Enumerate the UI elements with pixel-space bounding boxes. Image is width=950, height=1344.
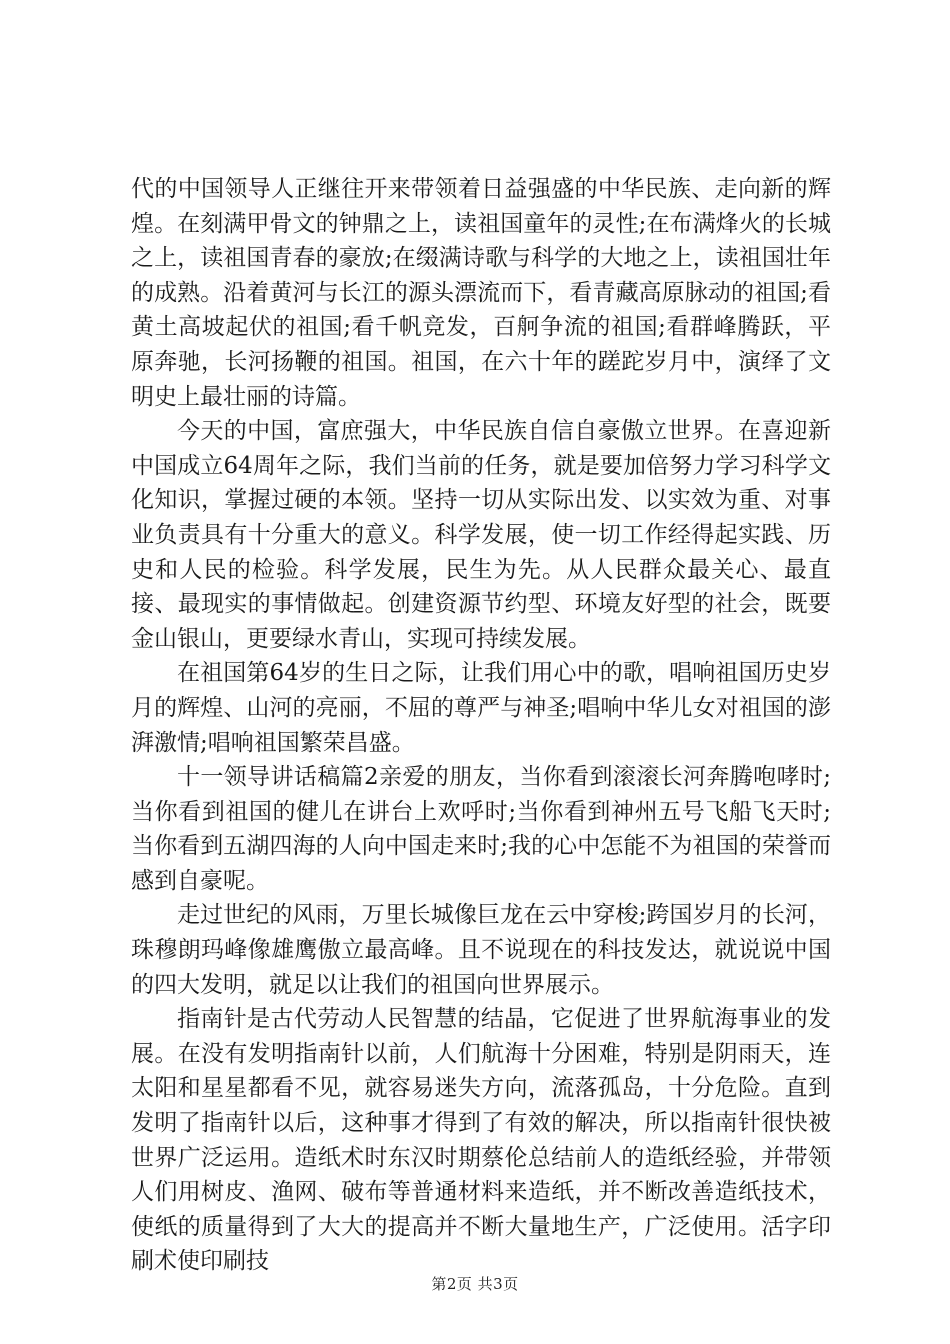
paragraph-5: 走过世纪的风雨，万里长城像巨龙在云中穿梭;跨国岁月的长河，珠穆朗玛峰像雄鹰傲立最高峰。且不说现在的科技发达，就说说中国的四大发明，就足以让我们的祖国向世界展示。 [131,902,831,998]
paragraph-6: 指南针是古代劳动人民智慧的结晶，它促进了世界航海事业的发展。在没有发明指南针以前，人们航海十分困难，特别是阴雨天，连太阳和星星都看不见，就容易迷失方向，流落孤岛，十分危险。直到发明了指南针以后，这种事才得到了有效的解决，所以指南针很快被世界广泛运用。造纸术时东汉时期蔡伦总结前人的造纸经验，并带领人们用树皮、渔网、破布等普通材料来造纸，并不断改善造纸技术，使纸的质量得到了大大的提高并不断大量地生产，广泛使用。活字印刷术使印刷技 [131,1006,831,1275]
body-text [131,172,831,1279]
page-footer: 第2页 共3页 [431,1275,519,1293]
paragraph-3: 在祖国第64岁的生日之际，让我们用心中的歌，唱响祖国历史岁月的辉煌、山河的亮丽，不屈的尊严与神圣;唱响中华儿女对祖国的澎湃激情;唱响祖国繁荣昌盛。 [131,660,831,756]
paragraph-4: 十一领导讲话稿篇2亲爱的朋友，当你看到滚滚长河奔腾咆哮时;当你看到祖国的健儿在讲台上欢呼时;当你看到神州五号飞船飞天时;当你看到五湖四海的人向中国走来时;我的心中怎能不为祖国的荣誉而感到自豪呢。 [131,764,831,894]
paragraph-2: 今天的中国，富庶强大，中华民族自信自豪傲立世界。在喜迎新中国成立64周年之际，我们当前的任务，就是要加倍努力学习科学文化知识，掌握过硬的本领。坚持一切从实际出发、以实效为重、对事业负责具有十分重大的意义。科学发展，使一切工作经得起实践、历史和人民的检验。科学发展，民生为先。从人民群众最关心、最直接、最现实的事情做起。创建资源节约型、环境友好型的社会，既要金山银山，更要绿水青山，实现可持续发展。 [131,418,831,652]
paragraph-1: 代的中国领导人正继往开来带领着日益强盛的中华民族、走向新的辉煌。在刻满甲骨文的钟鼎之上，读祖国童年的灵性;在布满烽火的长城之上，读祖国青春的豪放;在缀满诗歌与科学的大地之上，读祖国壮年的成熟。沿着黄河与长江的源头漂流而下，看青藏高原脉动的祖国;看黄土高坡起伏的祖国;看千帆竞发，百舸争流的祖国;看群峰腾跃，平原奔驰，长河扬鞭的祖国。祖国，在六十年的蹉跎岁月中，演绎了文明史上最壮丽的诗篇。 [131,176,831,410]
